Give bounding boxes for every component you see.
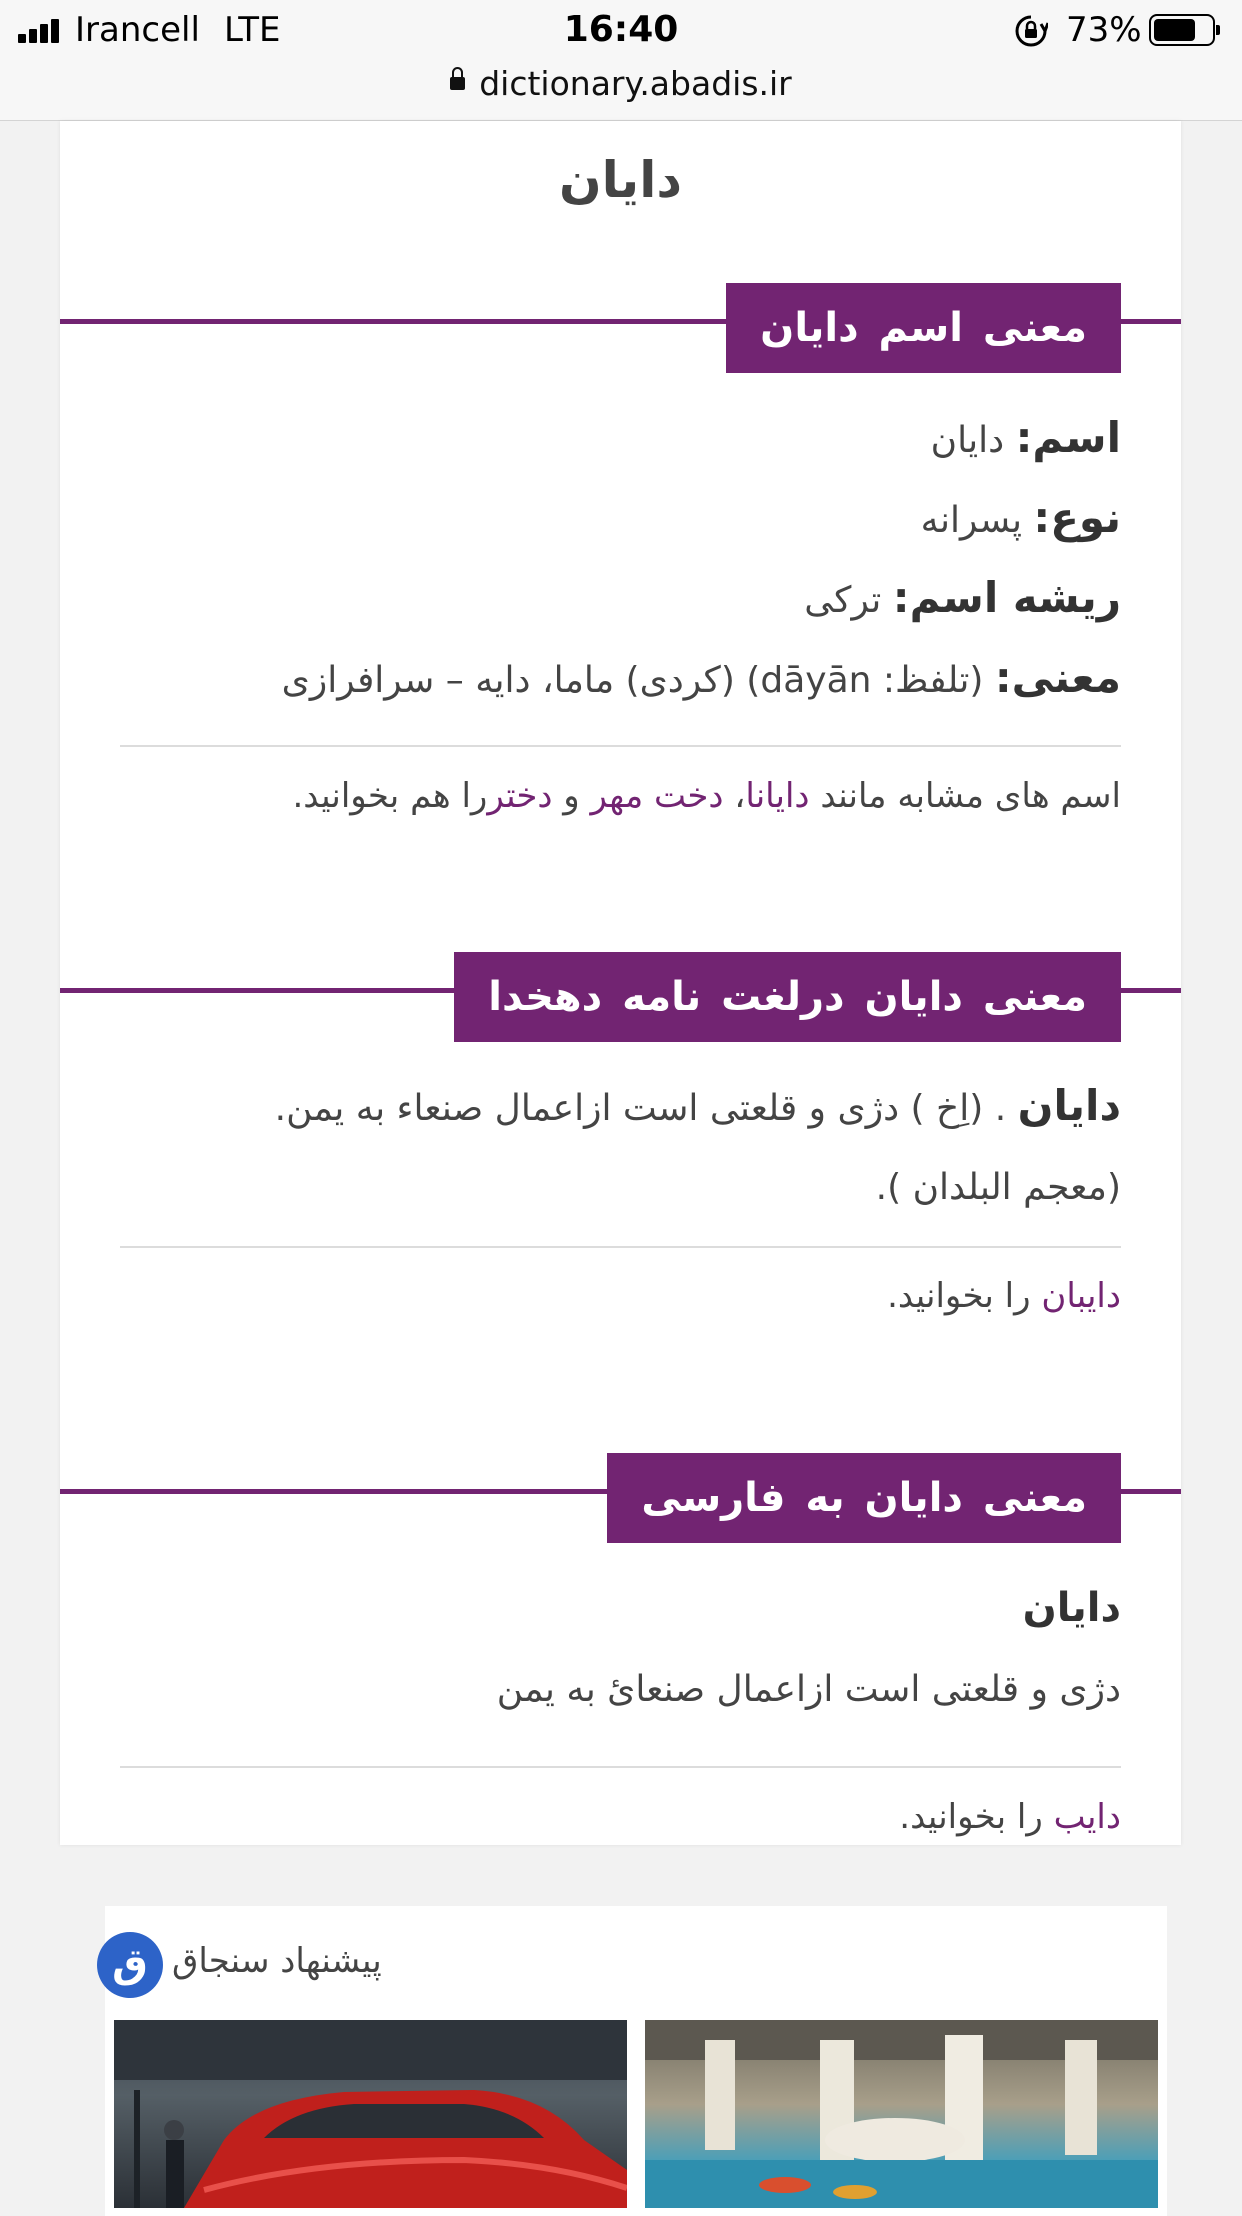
similar-suffix: را هم بخوانید. xyxy=(292,776,488,816)
info-row-gender xyxy=(921,493,1121,542)
section-header-persian: معنی دایان به فارسی xyxy=(607,1453,1121,1543)
info-value: دایان xyxy=(930,420,1016,461)
network-type: LTE xyxy=(224,10,281,50)
info-label: ریشه اسم: xyxy=(892,573,1121,622)
see-also-dehkhoda xyxy=(887,1276,1121,1316)
dehkhoda-entry-line1 xyxy=(275,1081,1121,1130)
divider xyxy=(120,745,1121,747)
info-value: پسرانه xyxy=(920,500,1034,541)
see-also-link-dayeb[interactable]: دایب xyxy=(1053,1797,1121,1837)
separator: و xyxy=(552,776,591,816)
info-value-suffix: ) (کردی) ماما، دایه – سرافرازی xyxy=(281,660,761,701)
page-title: دایان xyxy=(558,151,683,209)
similar-link-dokht-mehr[interactable]: دخت مهر xyxy=(590,776,724,816)
info-value: ترکی xyxy=(804,580,893,621)
similar-names xyxy=(292,776,1121,816)
section-header-dehkhoda: معنی دایان درلغت نامه دهخدا xyxy=(454,952,1121,1042)
sanjagh-logo-icon[interactable]: ق xyxy=(97,1932,163,1998)
pool-image-icon xyxy=(645,2020,1158,2208)
content-card xyxy=(60,121,1181,1845)
address-bar[interactable] xyxy=(0,62,1242,121)
rotation-lock-icon xyxy=(1014,14,1048,48)
battery-percentage: 73% xyxy=(1066,10,1142,50)
persian-word: دایان xyxy=(1022,1585,1121,1631)
pronunciation: dāyān xyxy=(760,660,872,701)
divider xyxy=(120,1766,1121,1768)
info-row-meaning xyxy=(282,653,1121,702)
see-also-persian xyxy=(899,1797,1121,1837)
suggestion-label: پیشنهاد سنجاق xyxy=(172,1941,382,1981)
suggestion-thumbnail-car[interactable] xyxy=(114,2020,627,2208)
similar-link-dayana[interactable]: دایانا xyxy=(745,776,810,816)
separator: ، xyxy=(723,776,746,816)
see-also-suffix: را بخوانید. xyxy=(887,1276,1042,1316)
suggestion-thumbnail-pool[interactable] xyxy=(645,2020,1158,2208)
info-label: معنی: xyxy=(994,653,1121,702)
info-value-prefix: (تلفظ: xyxy=(871,660,995,701)
info-label: اسم: xyxy=(1015,413,1121,462)
dehkhoda-entry-line2: (معجم البلدان ). xyxy=(875,1167,1121,1208)
battery-icon xyxy=(1149,14,1215,46)
lock-icon xyxy=(450,77,465,90)
entry-word: دایان xyxy=(1017,1081,1121,1130)
url-text: dictionary.abadis.ir xyxy=(479,64,792,103)
see-also-suffix: را بخوانید. xyxy=(899,1797,1054,1837)
see-also-link-dayban[interactable]: دایبان xyxy=(1041,1276,1121,1316)
similar-prefix: اسم های مشابه مانند xyxy=(809,776,1121,816)
similar-link-dokhtar[interactable]: دختر xyxy=(487,776,553,816)
car-image-icon xyxy=(114,2020,627,2208)
entry-text: . (اِخ ) دژی و قلعتی است ازاعمال صنعاء به یمن. xyxy=(274,1088,1018,1129)
persian-definition: دژی و قلعتی است ازاعمال صنعائ به یمن xyxy=(496,1669,1121,1710)
status-bar xyxy=(0,0,1242,62)
info-row-name xyxy=(931,413,1121,462)
divider xyxy=(120,1246,1121,1248)
section-header-name-meaning: معنی اسم دایان xyxy=(726,283,1121,373)
status-time: 16:40 xyxy=(563,9,679,50)
info-row-origin xyxy=(804,573,1121,622)
carrier-name: Irancell xyxy=(75,10,200,50)
info-label: نوع: xyxy=(1033,493,1121,542)
